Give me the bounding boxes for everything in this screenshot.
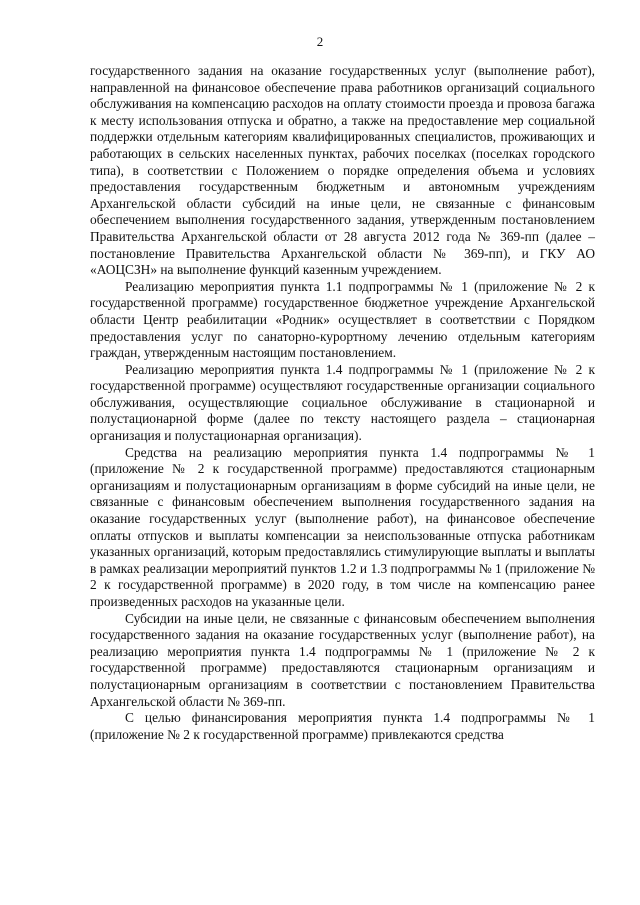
paragraph: Средства на реализацию мероприятия пункта 1.4 подпрограммы № 1 (приложение № 2 к государственной программе) предоставляются стационарным организациям и полустационарным организациям в форме субсидий на иные цели, не связанные с финансовым обеспечением выполнения государственного задания на оказание государственных услуг (выполнение работ), на финансовое обеспечение оплаты отпусков и выплаты компенсации за неиспользованные отпуска работникам указанных организаций, которым предоставлялись стимулирующие выплаты и выплаты в рамках реализации мероприятий пунктов 1.2 и 1.3 подпрограммы № 1 (приложение № 2 к государственной программе) в 2020 году, в том числе на компенсацию ранее произведенных расходов на указанные цели.	[90, 444, 595, 609]
paragraph: С целью финансирования мероприятия пункта 1.4 подпрограммы № 1 (приложение № 2 к государственной программе) привлекаются средства	[90, 710, 595, 742]
document-body	[90, 63, 595, 743]
paragraph: Реализацию мероприятия пункта 1.1 подпрограммы № 1 (приложение № 2 к государственной программе) государственное бюджетное учреждение Архангельской области Центр реабилитации «Родник» осуществляет в соответствии с Порядком предоставления услуг по санаторно-курортному лечению отдельным категориям граждан, утвержденным настоящим постановлением.	[90, 278, 595, 361]
paragraph-continuation: государственного задания на оказание государственных услуг (выполнение работ), направленной на финансовое обеспечение права работников организаций социального обслуживания на компенсацию расходов на оплату стоимости проезда и провоза багажа к месту использования отпуска и обратно, а также на предоставление мер социальной поддержки отдельным категориям квалифицированных специалистов, проживающих и работающих в сельских населенных пунктах, рабочих поселках (поселках городского типа), в соответствии с Положением о порядке определения объема и условиях предоставления государственным бюджетным и автономным учреждениям Архангельской области субсидий на иные цели, не связанные с финансовым обеспечением выполнения государственного задания, утвержденным постановлением Правительства Архангельской области от 28 августа 2012 года № 369-пп (далее – постановление Правительства Архангельской области № 369-пп), и ГКУ АО «АОЦСЗН» на выполнение функций казенным учреждением.	[90, 63, 595, 278]
paragraph: Реализацию мероприятия пункта 1.4 подпрограммы № 1 (приложение № 2 к государственной программе) осуществляют государственные организации социального обслуживания, осуществляющие социальное обслуживание в стационарной и полустационарной форме (далее по тексту настоящего раздела – стационарная организация и полустационарная организация).	[90, 361, 595, 444]
page-number: 2	[316, 34, 324, 49]
paragraph: Субсидии на иные цели, не связанные с финансовым обеспечением выполнения государственного задания на оказание государственных услуг (выполнение работ), на реализацию мероприятия пункта 1.4 подпрограммы № 1 (приложение № 2 к государственной программе) предоставляются стационарным организациям и полустационарным организациям в соответствии с постановлением Правительства Архангельской области № 369-пп.	[90, 610, 595, 709]
